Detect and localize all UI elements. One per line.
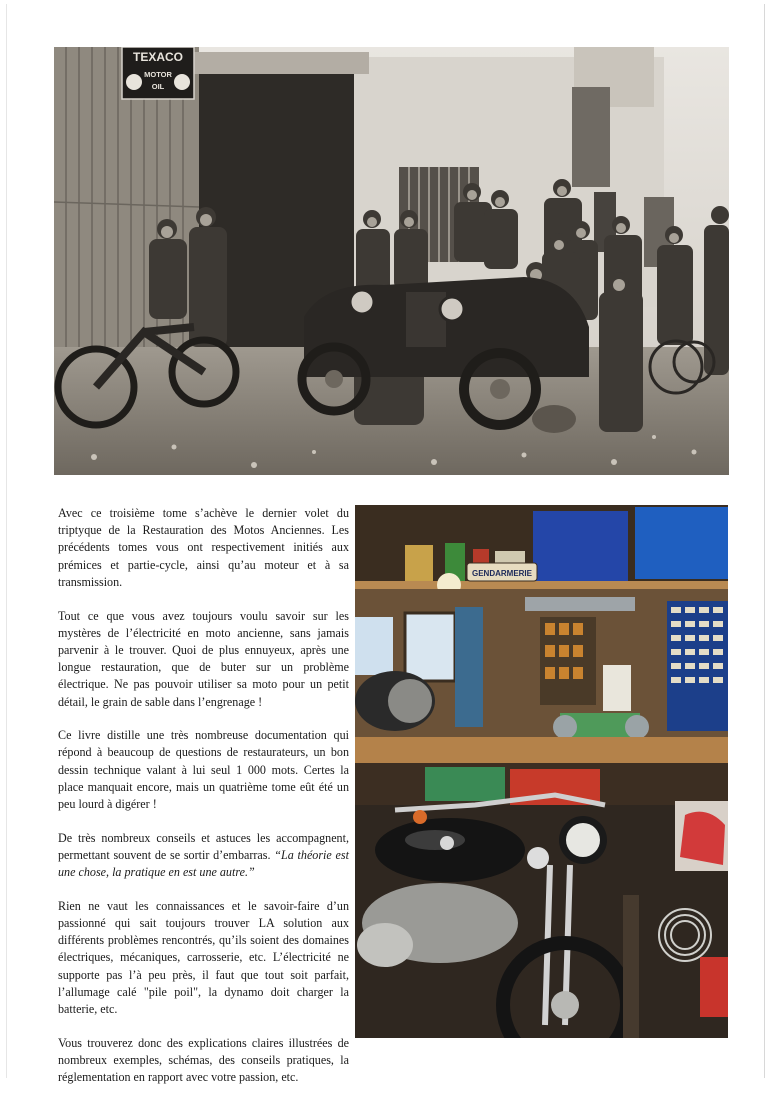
paragraph-2: Tout ce que vous avez toujours voulu savoir sur les mystères de l’électricité en moto ancienne, sans jamais parvenir à le trouver. Quoi de plus ennuyeux, après une longue restauration, que de buter sur un problème électrique. Ne pas pouvoir utiliser sa moto pour un petit détail, le grain de sable dans l’engrenage ! xyxy=(58,608,349,709)
paragraph-4 xyxy=(58,830,349,882)
texaco-sign-text: TEXACO xyxy=(132,50,184,64)
gendarmerie-sign-text: GENDARMERIE xyxy=(471,569,533,578)
paragraph-1: Avec ce troisième tome s’achève le dernier volet du triptyque de la Restauration des Motos Anciennes. Les précédents tomes vous ont respectivement initiés aux prémices et partie-cycle, ainsi qu’au moteur et à sa transmission. xyxy=(58,506,349,589)
paragraph-5: Rien ne vaut les connaissances et le savoir-faire d’un passionné qui sait toujours trouver LA solution aux différents problèmes rencontrés, qu’ils soient des domaines électriques, mécaniques, carrosserie, etc. L’électricité ne supporte pas l’à peu près, il faut que tout soit parfait, l’allumage calé "pile poil", la dynamo doit charger la batterie, etc. xyxy=(58,898,349,1017)
paragraph-6: Vous trouverez donc des explications claires illustrées de nombreux exemples, schémas, des conseils pratiques, la réglementation en rapport avec votre passion, etc. xyxy=(58,1035,349,1085)
paragraph-4-text: De très nombreux conseils et astuces les accompagnent, permettant souvent de se sortir d’embarras. xyxy=(58,830,349,862)
paragraph-3: Ce livre distille une très nombreuse documentation qui répond à beaucoup de questions de restaurateurs, un bon dessin technique valant à lui seul 1 000 mots. Certes la place manquait encore, mais un quatrième tome eût été un peu lourd à digérer ! xyxy=(58,728,349,812)
body-text-column xyxy=(58,505,349,1103)
texaco-sign-oil: OIL xyxy=(151,82,165,91)
texaco-sign-motor: MOTOR xyxy=(144,70,172,79)
workshop-motorcycle-photo xyxy=(355,505,728,1038)
historic-garage-photo xyxy=(54,47,729,475)
paragraph-4-quote: “La théorie est une chose, la pratique en est une autre.” xyxy=(58,847,349,880)
